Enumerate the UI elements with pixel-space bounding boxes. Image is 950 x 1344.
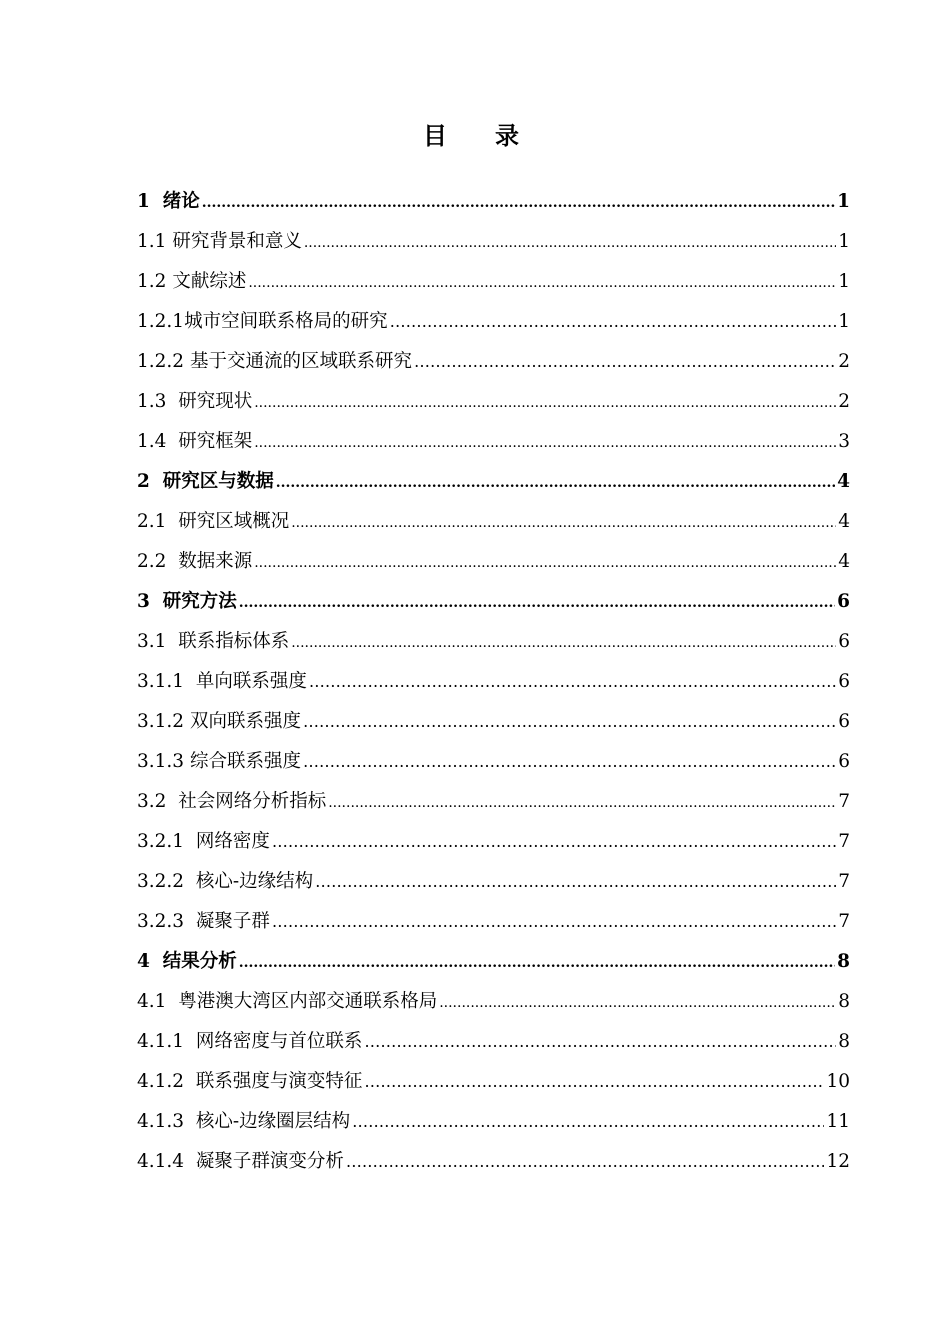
toc-entry[interactable] — [137, 902, 850, 942]
toc-entry-label: 3.2.2 核心-边缘结构 — [137, 871, 314, 892]
toc-entry-label: 3.1.3 综合联系强度 — [137, 751, 301, 772]
toc-entry-page: 6 — [838, 711, 850, 732]
toc-entry[interactable] — [137, 822, 850, 862]
toc-entry-label: 4.1.2 联系强度与演变特征 — [137, 1071, 363, 1092]
toc-entry-label: 3.2 社会网络分析指标 — [137, 791, 327, 812]
toc-entry-page: 10 — [826, 1071, 850, 1092]
toc-entry[interactable] — [137, 982, 850, 1022]
dot-leader — [315, 862, 836, 902]
toc-entry[interactable] — [137, 302, 850, 342]
toc-entry-label: 2 研究区与数据 — [137, 471, 274, 492]
dot-leader — [364, 1062, 824, 1102]
toc-entry-page: 1 — [838, 311, 850, 332]
dot-leader — [303, 742, 836, 782]
toc-entry-page: 4 — [838, 551, 850, 572]
toc-entry-page: 7 — [838, 831, 850, 852]
toc-entry[interactable] — [137, 382, 850, 422]
toc-entry[interactable] — [137, 1022, 850, 1062]
toc-title: 目录 — [423, 121, 567, 150]
toc-entry-label: 3.1 联系指标体系 — [137, 631, 290, 652]
toc-entry-page: 7 — [838, 911, 850, 932]
toc-entry[interactable] — [137, 222, 850, 262]
toc-entry-label: 1.2.1城市空间联系格局的研究 — [137, 311, 388, 332]
toc-entry-page: 6 — [838, 671, 850, 692]
toc-entry-label: 3.1.2 双向联系强度 — [137, 711, 301, 732]
toc-entry-label: 1.1 研究背景和意义 — [137, 231, 302, 252]
toc-entry[interactable] — [137, 942, 850, 982]
toc-entry-page: 3 — [838, 431, 850, 452]
toc-entry-page: 4 — [838, 511, 850, 532]
dot-leader — [276, 463, 835, 503]
dot-leader — [291, 503, 836, 543]
toc-entry-page: 1 — [837, 191, 850, 212]
toc-entry-label: 1.3 研究现状 — [137, 391, 253, 412]
toc-entry[interactable] — [137, 742, 850, 782]
dot-leader — [346, 1142, 825, 1182]
toc-entry[interactable] — [137, 462, 850, 502]
toc-entry-label: 4.1.4 凝聚子群演变分析 — [137, 1151, 344, 1172]
dot-leader — [239, 943, 835, 983]
dot-leader — [414, 342, 836, 382]
dot-leader — [254, 383, 836, 423]
toc-entry-label: 4.1 粤港澳大湾区内部交通联系格局 — [137, 991, 438, 1012]
dot-leader — [291, 623, 836, 663]
dot-leader — [390, 302, 837, 342]
toc-entry[interactable] — [137, 262, 850, 302]
toc-entry-label: 3.2.3 凝聚子群 — [137, 911, 270, 932]
dot-leader — [254, 423, 836, 463]
dot-leader — [303, 702, 836, 742]
toc-entry-label: 2.1 研究区域概况 — [137, 511, 290, 532]
toc-entry-label: 3 研究方法 — [137, 591, 237, 612]
toc-entry-page: 7 — [838, 791, 850, 812]
toc-entry[interactable] — [137, 622, 850, 662]
dot-leader — [239, 583, 835, 623]
toc-entry-label: 1.2.2 基于交通流的区域联系研究 — [137, 351, 412, 372]
toc-entry-label: 2.2 数据来源 — [137, 551, 253, 572]
dot-leader — [248, 263, 836, 303]
toc-entry[interactable] — [137, 342, 850, 382]
toc-list — [137, 182, 850, 1182]
dot-leader — [304, 223, 836, 263]
toc-entry-page: 11 — [826, 1111, 850, 1132]
toc-entry[interactable] — [137, 582, 850, 622]
toc-entry-page: 4 — [837, 471, 850, 492]
toc-entry-page: 2 — [838, 391, 850, 412]
toc-entry[interactable] — [137, 782, 850, 822]
toc-entry[interactable] — [137, 862, 850, 902]
dot-leader — [272, 902, 836, 942]
toc-entry-label: 1 绪论 — [137, 191, 200, 212]
dot-leader — [439, 983, 836, 1023]
toc-entry-page: 8 — [837, 951, 850, 972]
dot-leader — [328, 783, 836, 823]
toc-entry[interactable] — [137, 422, 850, 462]
toc-entry-page: 6 — [837, 591, 850, 612]
toc-entry-page: 8 — [838, 1031, 850, 1052]
toc-entry[interactable] — [137, 1102, 850, 1142]
dot-leader — [202, 183, 835, 223]
toc-entry[interactable] — [137, 502, 850, 542]
toc-entry-label: 4 结果分析 — [137, 951, 237, 972]
toc-entry[interactable] — [137, 662, 850, 702]
toc-entry-label: 3.1.1 单向联系强度 — [137, 671, 307, 692]
toc-entry-page: 2 — [838, 351, 850, 372]
toc-entry-label: 4.1.1 网络密度与首位联系 — [137, 1031, 363, 1052]
dot-leader — [272, 822, 836, 862]
dot-leader — [364, 1022, 836, 1062]
toc-entry-page: 6 — [838, 631, 850, 652]
toc-entry-label: 1.2 文献综述 — [137, 271, 247, 292]
dot-leader — [309, 662, 836, 702]
toc-entry-label: 4.1.3 核心-边缘圈层结构 — [137, 1111, 351, 1132]
toc-entry-label: 1.4 研究框架 — [137, 431, 253, 452]
dot-leader — [254, 543, 836, 583]
toc-entry-page: 8 — [838, 991, 850, 1012]
toc-entry[interactable] — [137, 702, 850, 742]
toc-entry-page: 7 — [838, 871, 850, 892]
toc-entry[interactable] — [137, 542, 850, 582]
toc-entry-page: 1 — [838, 271, 850, 292]
toc-entry-label: 3.2.1 网络密度 — [137, 831, 270, 852]
toc-entry[interactable] — [137, 182, 850, 222]
toc-entry-page: 12 — [826, 1151, 850, 1172]
toc-entry-page: 1 — [838, 231, 850, 252]
toc-entry-page: 6 — [838, 751, 850, 772]
dot-leader — [352, 1102, 824, 1142]
toc-entry[interactable] — [137, 1062, 850, 1102]
toc-entry[interactable] — [137, 1142, 850, 1182]
